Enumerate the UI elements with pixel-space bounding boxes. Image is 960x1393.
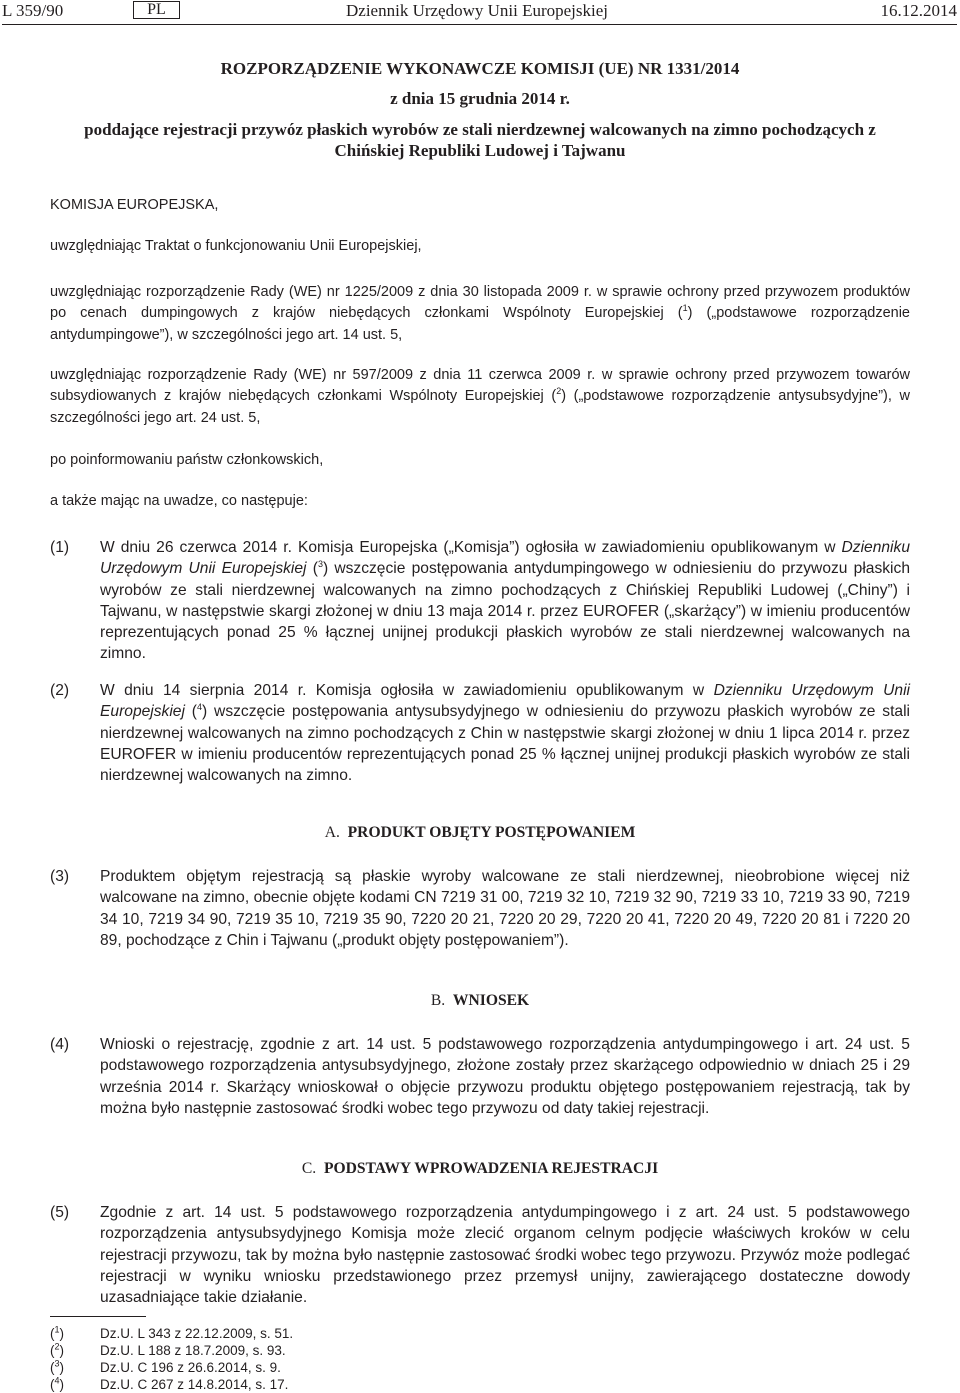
footnote-ref[interactable]: 4 [197, 702, 203, 713]
footnote-1: ($^1$) Dz.U. L 343 z 22.12.2009, s. 51. [50, 1324, 294, 1341]
footnote-ref[interactable]: 1 [682, 303, 688, 314]
regulation-subject: poddające rejestracji przywóz płaskich wyrobów ze stali nierdzewnej walcowanych na zimno pochodzących z Chińskiej Republiki Ludowej i Tajwanu [84, 120, 876, 160]
recital-1: (1) W dniu 26 czerwca 2014 r. Komisja Europejska („Komisja”) ogłosiła w zawiadomieniu opublikowanym w Dzienniku Urzędowym Unii Europejskiej ($^3$) wszczęcie postępowania antydumpingowego w odniesieniu do przywozu płaskich wyrobów ze stali nierdzewnej walcowanych na zimno pochodzących z Chińskiej Republiki Ludowej („Chiny”) i Tajwanu, w następstwie skargi złożonej w dniu 13 maja 2014 r. przez EUROFER („skarżący”) w imieniu producentów reprezentujących ponad 25 % łącznej unijnej produkcji płaskich wyrobów ze stali nierdzewnej walcowanych na zimno. [50, 539, 910, 663]
citation-antisubsidy: uwzględniając rozporządzenie Rady (WE) nr 597/2009 z dnia 11 czerwca 2009 r. w sprawie ochrony przed przywozem towarów subsydiowanych z krajów niebędących członkami Wspólnoty Europejskiej ($^2$) („podstawowe rozporządzenie antysubsydyjne”), w szczególności jego art. 24 ust. 5, [50, 367, 910, 426]
language-badge: PL [133, 1, 180, 19]
footnote-2: ($^2$) Dz.U. L 188 z 18.7.2009, s. 93. [50, 1341, 286, 1358]
regulation-date: z dnia 15 grudnia 2014 r. [390, 89, 570, 108]
footnote-3: ($^3$) Dz.U. C 196 z 26.6.2014, s. 9. [50, 1358, 281, 1375]
citation-member-states: po poinformowaniu państw członkowskich, [50, 452, 324, 468]
page-reference: L 359/90 [2, 1, 64, 20]
publication-date: 16.12.2014 [880, 1, 957, 20]
recital-4: (4) Wnioski o rejestrację, zgodnie z art. 14 ust. 5 podstawowego rozporządzenia antydumpingowego i art. 24 ust. 5 podstawowego rozporządzenia antysubsydyjnego, złożone zostały przez skarżącego odpowiednio w dniach 25 i 29 września 2014 r. Skarżący wnioskował o objęcie przywozu produktu objętego postępowaniem rejestracją, tak by można było następnie zastosować środki wobec tego przywozu od daty takiej rejestracji. [50, 1036, 910, 1117]
citation-antidumping: uwzględniając rozporządzenie Rady (WE) nr 1225/2009 z dnia 30 listopada 2009 r. w sprawie ochrony przed przywozem produktów po cenach dumpingowych z krajów niebędących członkami Wspólnoty Europejskiej ($^1$) („podstawowe rozporządzenie antydumpingowe”), w szczególności jego art. 14 ust. 5, [50, 284, 910, 343]
recital-number: (5) [50, 1204, 70, 1221]
footnote-ref[interactable]: 3 [317, 559, 323, 570]
recital-2: (2) W dniu 14 sierpnia 2014 r. Komisja ogłosiła w zawiadomieniu opublikowanym w Dzienniku Urzędowym Unii Europejskiej ($^4$) wszczęcie postępowania antysubsydyjnego w odniesieniu do przywozu płaskich wyrobów ze stali nierdzewnej walcowanych na zimno pochodzących z Chin w następstwie skargi złożonej w dniu 1 lipca 2014 r. przez EUROFER w imieniu producentów reprezentujących ponad 25 % łącznej unijnej produkcji płaskich wyrobów ze stali nierdzewnej walcowanych na zimno. [50, 682, 911, 785]
recital-3: (3) Produktem objętym rejestracją są płaskie wyroby walcowane ze stali nierdzewnej, nieobrobione więcej niż walcowane na zimno, obecnie objęte kodami CN 7219 31 00, 7219 32 10, 7219 32 90, 7219 33 10, 7219 33 90, 7219 34 10, 7219 34 90, 7219 35 10, 7219 35 90, 7220 20 21, 7220 20 29, 7220 20 41, 7220 20 49, 7220 20 81 i 7220 20 89, pochodzące z Chin i Tajwanu („produkt objęty postępowaniem”). [50, 868, 910, 949]
whereas-intro: a także mając na uwadze, co następuje: [50, 493, 308, 509]
citation-treaty: uwzględniając Traktat o funkcjonowaniu Unii Europejskiej, [50, 238, 422, 254]
section-heading-b: B. WNIOSEK [430, 992, 530, 1009]
recital-number: (1) [50, 539, 70, 556]
footnote-divider [50, 1316, 146, 1317]
header-divider [2, 24, 957, 25]
recital-number: (2) [50, 682, 70, 699]
recital-number: (4) [50, 1036, 70, 1053]
recital-5: (5) Zgodnie z art. 14 ust. 5 podstawowego rozporządzenia antydumpingowego i z art. 24 ust. 5 podstawowego rozporządzenia antysubsydyjnego Komisja może zlecić organom celnym podjęcie właściwych kroków w celu rejestracji przywozu, tak by można było następnie zastosować środki wobec tego przywozu. Przywóz może podlegać rejestracji w wyniku wniosku przedstawionego przez przemysł unijny, zawierającego dostateczne dowody uzasadniające takie działanie. [50, 1204, 910, 1307]
institution-name: KOMISJA EUROPEJSKA, [50, 197, 219, 213]
footnote-ref[interactable]: 2 [556, 386, 562, 397]
regulation-title: ROZPORZĄDZENIE WYKONAWCZE KOMISJI (UE) NR 1331/2014 [220, 59, 740, 78]
section-heading-a: A. PRODUKT OBJĘTY POSTĘPOWANIEM [324, 824, 636, 841]
recital-number: (3) [50, 868, 70, 885]
footnote-4: ($^4$) Dz.U. C 267 z 14.8.2014, s. 17. [50, 1375, 289, 1392]
journal-title: Dziennik Urzędowy Unii Europejskiej [346, 1, 609, 20]
section-heading-c: C. PODSTAWY WPROWADZENIA REJESTRACJI [301, 1160, 659, 1177]
